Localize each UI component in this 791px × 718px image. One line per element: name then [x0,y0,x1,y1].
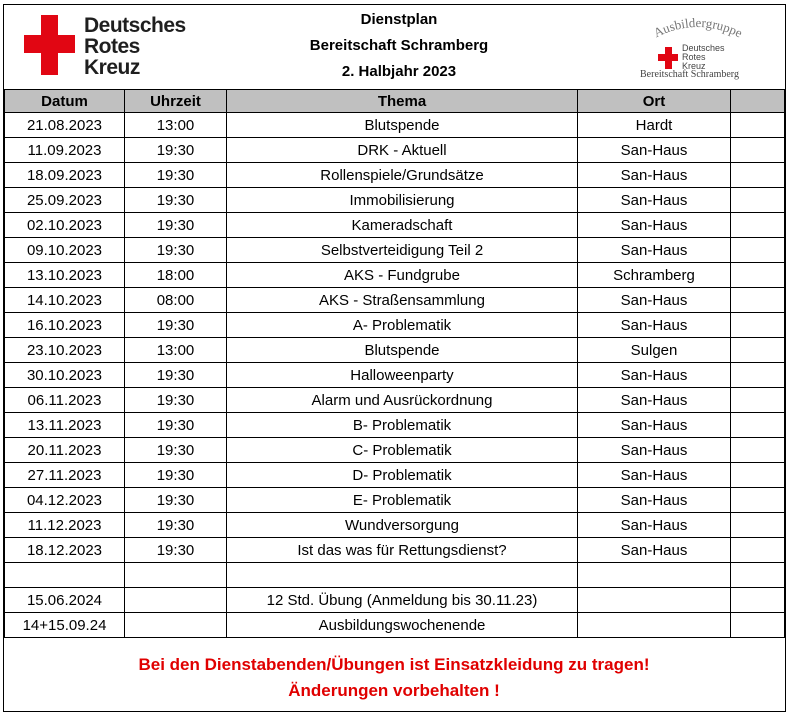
table-row [5,488,785,513]
cell-uhrzeit: 19:30 [125,188,227,213]
header-extra [731,90,785,113]
table-row [5,163,785,188]
cell-datum: 27.11.2023 [5,463,125,488]
ausbildergruppe-logo [632,11,762,83]
footer-notice-2: Änderungen vorbehalten ! [288,681,500,700]
cell-uhrzeit: 19:30 [125,513,227,538]
cell-thema: AKS - Straßensammlung [227,288,578,313]
cell-uhrzeit: 19:30 [125,163,227,188]
table-row [5,438,785,463]
table-row [5,188,785,213]
drk-line-1: Deutsches [84,14,186,37]
cell-uhrzeit: 19:30 [125,488,227,513]
cell-ort [578,563,731,588]
cell-thema: Blutspende [227,338,578,363]
cell-uhrzeit: 13:00 [125,338,227,363]
cell-ort: San-Haus [578,488,731,513]
cell-datum: 04.12.2023 [5,488,125,513]
header [4,5,784,89]
schedule-table [4,89,785,638]
cell-extra [731,113,785,138]
table-row [5,413,785,438]
cell-ort: San-Haus [578,238,731,263]
cell-datum: 20.11.2023 [5,438,125,463]
cell-thema: Halloweenparty [227,363,578,388]
title-line-2: Bereitschaft Schramberg [309,37,489,54]
cell-uhrzeit [125,563,227,588]
cell-extra [731,288,785,313]
cell-thema: Blutspende [227,113,578,138]
cell-thema: 12 Std. Übung (Anmeldung bis 30.11.23) [227,588,578,613]
cell-uhrzeit: 18:00 [125,263,227,288]
header-uhrzeit: Uhrzeit [125,90,227,113]
cell-thema: B- Problematik [227,413,578,438]
cell-thema: D- Problematik [227,463,578,488]
cell-thema: C- Problematik [227,438,578,463]
logo-org-text [682,44,725,71]
cell-thema: Rollenspiele/Grundsätze [227,163,578,188]
table-row [5,138,785,163]
title-line-3: 2. Halbjahr 2023 [341,63,457,80]
cell-extra [731,538,785,563]
cell-datum: 21.08.2023 [5,113,125,138]
cell-uhrzeit [125,588,227,613]
drk-line-3: Kreuz [84,56,140,79]
table-row [5,388,785,413]
cell-datum: 11.12.2023 [5,513,125,538]
drk-logo [24,15,194,81]
cell-ort [578,613,731,638]
cell-extra [731,488,785,513]
cell-ort: San-Haus [578,188,731,213]
cell-uhrzeit: 19:30 [125,463,227,488]
cell-datum: 11.09.2023 [5,138,125,163]
cell-extra [731,613,785,638]
logo-org-2: Rotes [682,52,706,62]
cell-extra [731,438,785,463]
table-row [5,288,785,313]
cell-ort: Sulgen [578,338,731,363]
cell-extra [731,588,785,613]
table-row [5,513,785,538]
cell-datum: 13.11.2023 [5,413,125,438]
cell-extra [731,138,785,163]
cell-datum: 30.10.2023 [5,363,125,388]
svg-text:Ausbildergruppe [651,15,745,41]
cell-thema: Selbstverteidigung Teil 2 [227,238,578,263]
cell-thema: Ausbildungswochenende [227,613,578,638]
table-row [5,238,785,263]
cell-ort: San-Haus [578,138,731,163]
cell-datum: 16.10.2023 [5,313,125,338]
cell-thema: AKS - Fundgrube [227,263,578,288]
cell-datum: 14+15.09.24 [5,613,125,638]
cell-datum: 14.10.2023 [5,288,125,313]
dienstplan-sheet [3,4,786,712]
table-row [5,563,785,588]
cell-extra [731,363,785,388]
cell-uhrzeit: 19:30 [125,438,227,463]
cell-thema: Immobilisierung [227,188,578,213]
cell-ort: San-Haus [578,288,731,313]
cell-extra [731,163,785,188]
cell-ort: San-Haus [578,163,731,188]
cell-ort: San-Haus [578,513,731,538]
cell-datum: 06.11.2023 [5,388,125,413]
cell-datum [5,563,125,588]
cell-ort [578,588,731,613]
cell-thema [227,563,578,588]
cell-thema: DRK - Aktuell [227,138,578,163]
drk-line-2: Rotes [84,35,140,58]
cell-uhrzeit: 19:30 [125,363,227,388]
cell-ort: Hardt [578,113,731,138]
cell-ort: San-Haus [578,463,731,488]
drk-logo-text [84,15,186,78]
cell-thema: E- Problematik [227,488,578,513]
header-datum: Datum [5,90,125,113]
cell-uhrzeit: 08:00 [125,288,227,313]
cell-uhrzeit: 19:30 [125,238,227,263]
logo-org-3: Kreuz [682,61,706,71]
cell-datum: 15.06.2024 [5,588,125,613]
cell-uhrzeit: 19:30 [125,388,227,413]
cell-ort: San-Haus [578,413,731,438]
title-line-1: Dienstplan [360,11,438,28]
header-ort: Ort [578,90,731,113]
cell-extra [731,338,785,363]
cell-extra [731,413,785,438]
cell-uhrzeit: 13:00 [125,113,227,138]
cell-extra [731,238,785,263]
cell-extra [731,263,785,288]
cell-uhrzeit: 19:30 [125,538,227,563]
cell-ort: San-Haus [578,388,731,413]
cell-thema: Alarm und Ausrückordnung [227,388,578,413]
cell-datum: 02.10.2023 [5,213,125,238]
header-thema: Thema [227,90,578,113]
red-cross-icon [24,15,75,75]
cell-extra [731,563,785,588]
cell-extra [731,463,785,488]
footer-notice-1: Bei den Dienstabenden/Übungen ist Einsatzkleidung zu tragen! [138,655,650,674]
cell-uhrzeit: 19:30 [125,413,227,438]
logo-bottom-text: Bereitschaft Schramberg [640,69,739,80]
cell-datum: 25.09.2023 [5,188,125,213]
cell-datum: 23.10.2023 [5,338,125,363]
table-row [5,113,785,138]
cell-ort: San-Haus [578,313,731,338]
cell-extra [731,388,785,413]
logo-arc-text: Ausbildergruppe [651,14,745,41]
cell-uhrzeit: 19:30 [125,313,227,338]
cell-datum: 18.12.2023 [5,538,125,563]
cell-uhrzeit: 19:30 [125,138,227,163]
cell-ort: San-Haus [578,363,731,388]
cell-extra [731,513,785,538]
table-row [5,613,785,638]
cell-extra [731,213,785,238]
small-red-cross-icon [658,47,678,69]
cell-thema: Ist das was für Rettungsdienst? [227,538,578,563]
cell-uhrzeit: 19:30 [125,213,227,238]
cell-thema: Kameradschaft [227,213,578,238]
cell-datum: 18.09.2023 [5,163,125,188]
table-header-row [5,90,785,113]
table-row [5,538,785,563]
table-row [5,588,785,613]
logo-org-1: Deutsches [682,43,725,53]
table-row [5,338,785,363]
cell-datum: 09.10.2023 [5,238,125,263]
cell-ort: San-Haus [578,538,731,563]
cell-ort: Schramberg [578,263,731,288]
table-row [5,463,785,488]
cell-thema: A- Problematik [227,313,578,338]
cell-ort: San-Haus [578,438,731,463]
table-row [5,313,785,338]
table-row [5,213,785,238]
cell-ort: San-Haus [578,213,731,238]
cell-extra [731,313,785,338]
table-row [5,363,785,388]
cell-uhrzeit [125,613,227,638]
table-body [5,113,785,638]
cell-extra [731,188,785,213]
table-row [5,263,785,288]
cell-thema: Wundversorgung [227,513,578,538]
cell-datum: 13.10.2023 [5,263,125,288]
